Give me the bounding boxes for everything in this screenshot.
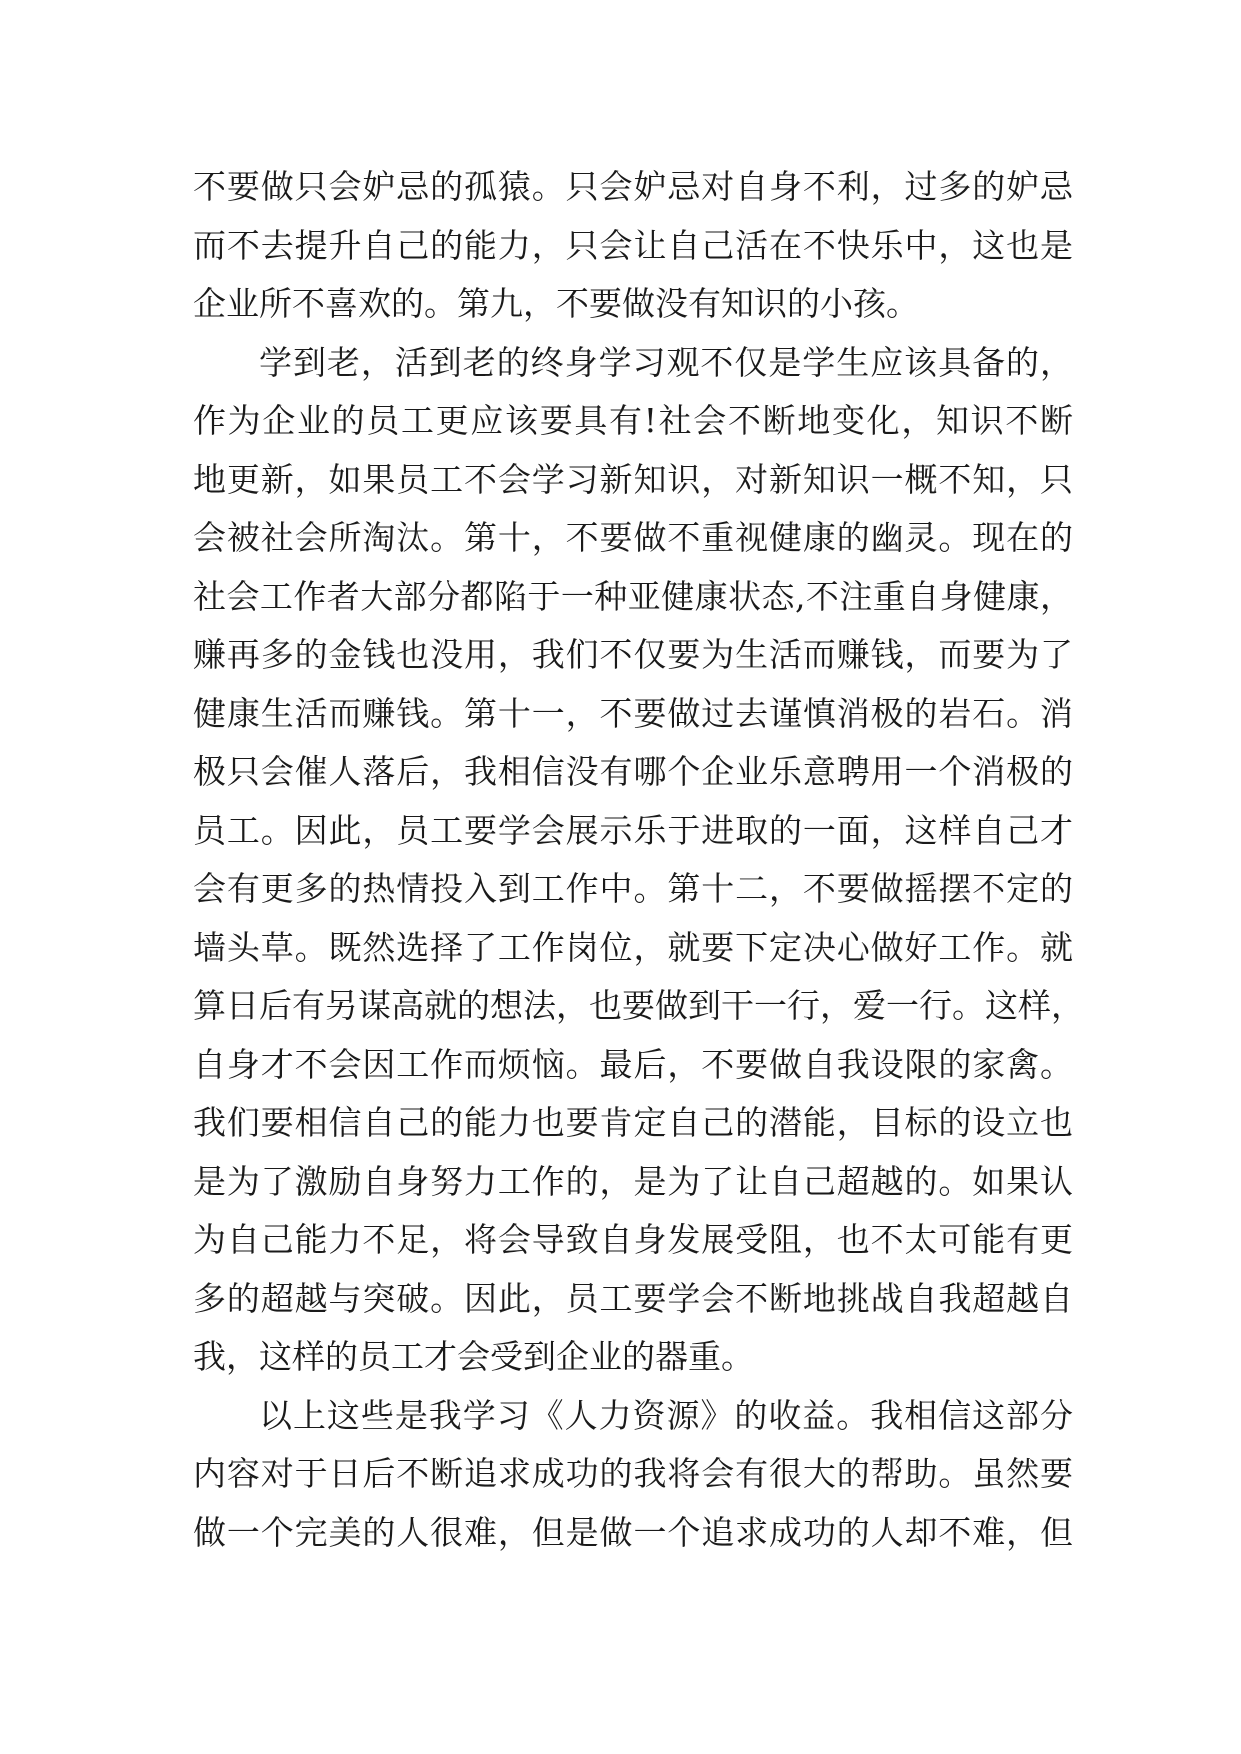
paragraph (193, 158, 1073, 334)
text-line: 墙头草。既然选择了工作岗位，就要下定决心做好工作。就 (193, 927, 1073, 967)
text-line: 社会工作者大部分都陷于一种亚健康状态,不注重自身健康， (193, 576, 1073, 616)
text-line: 算日后有另谋高就的想法，也要做到干一行，爱一行。这样， (193, 986, 1084, 1025)
text-line: 作为企业的员工更应该要具有!社会不断地变化，知识不断 (193, 401, 1073, 440)
text-line: 我，这样的员工才会受到企业的器重。 (193, 1337, 754, 1376)
text-line: 而不去提升自己的能力，只会让自己活在不快乐中，这也是 (193, 225, 1073, 265)
text-line: 内容对于日后不断追求成功的我将会有很大的帮助。虽然要 (193, 1454, 1073, 1493)
text-line: 极只会催人落后，我相信没有哪个企业乐意聘用一个消极的 (193, 752, 1073, 791)
text-line: 赚再多的金钱也没用，我们不仅要为生活而赚钱，而要为了 (193, 635, 1073, 674)
text-line: 员工。因此，员工要学会展示乐于进取的一面，这样自己才 (193, 810, 1073, 850)
text-line: 地更新，如果员工不会学习新知识，对新知识一概不知，只 (193, 459, 1073, 499)
text-line: 做一个完美的人很难，但是做一个追求成功的人却不难，但 (193, 1512, 1073, 1552)
text-line: 我们要相信自己的能力也要肯定自己的潜能，目标的设立也 (193, 1103, 1073, 1142)
text-line: 是为了激励自身努力工作的，是为了让自己超越的。如果认 (193, 1161, 1073, 1201)
text-line: 会有更多的热情投入到工作中。第十二，不要做摇摆不定的 (193, 869, 1073, 908)
paragraph (193, 334, 1084, 1387)
text-line: 学到老，活到老的终身学习观不仅是学生应该具备的， (259, 342, 1073, 382)
text-line: 多的超越与突破。因此，员工要学会不断地挑战自我超越自 (193, 1278, 1073, 1318)
text-line: 自身才不会因工作而烦恼。最后，不要做自我设限的家禽。 (193, 1044, 1073, 1084)
text-line: 为自己能力不足，将会导致自身发展受阻，也不太可能有更 (193, 1220, 1073, 1259)
text-line: 以上这些是我学习《人力资源》的收益。我相信这部分 (259, 1395, 1073, 1435)
paragraph (193, 1387, 1073, 1563)
text-line: 不要做只会妒忌的孤猿。只会妒忌对自身不利，过多的妒忌 (193, 167, 1073, 206)
text-line: 健康生活而赚钱。第十一，不要做过去谨慎消极的岩石。消 (193, 693, 1073, 733)
text-line: 会被社会所淘汰。第十，不要做不重视健康的幽灵。现在的 (193, 518, 1073, 557)
document-body (193, 158, 1084, 1562)
text-line: 企业所不喜欢的。第九，不要做没有知识的小孩。 (193, 284, 919, 323)
